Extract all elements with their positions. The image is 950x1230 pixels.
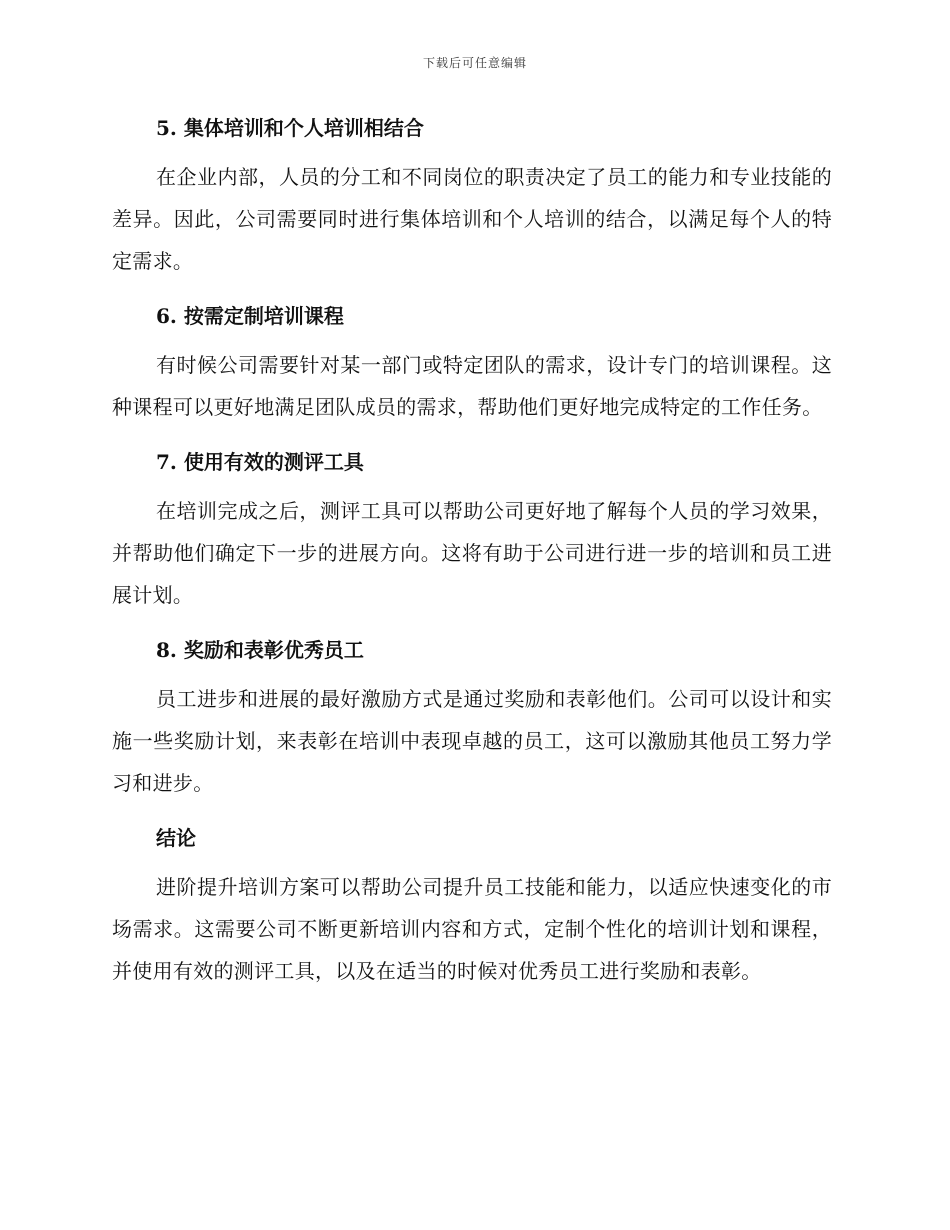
section-paragraph: 有时候公司需要针对某一部门或特定团队的需求，设计专门的培训课程。这种课程可以更好地满足团队成员的需求，帮助他们更好地完成特定的工作任务。: [112, 353, 832, 419]
page-header: 下载后可任意编辑: [422, 56, 527, 70]
section-conclusion: [112, 820, 832, 992]
section-8: [112, 632, 832, 804]
section-paragraph: 在培训完成之后，测评工具可以帮助公司更好地了解每个人员的学习效果，并帮助他们确定下一步的进展方向。这将有助于公司进行进一步的培训和员工进展计划。: [112, 499, 832, 607]
section-heading: 7. 使用有效的测评工具: [156, 450, 364, 474]
conclusion-paragraph: 进阶提升培训方案可以帮助公司提升员工技能和能力，以适应快速变化的市场需求。这需要公司不断更新培训内容和方式，定制个性化的培训计划和课程，并使用有效的测评工具，以及在适当的时候对优秀员工进行奖励和表彰。: [112, 875, 832, 983]
section-paragraph: 员工进步和进展的最好激励方式是通过奖励和表彰他们。公司可以设计和实施一些奖励计划，来表彰在培训中表现卓越的员工，这可以激励其他员工努力学习和进步。: [112, 687, 832, 795]
section-heading: 5. 集体培训和个人培训相结合: [156, 116, 424, 140]
section-7: [112, 444, 832, 616]
section-paragraph: 在企业内部，人员的分工和不同岗位的职责决定了员工的能力和专业技能的差异。因此，公司需要同时进行集体培训和个人培训的结合，以满足每个人的特定需求。: [112, 165, 832, 273]
conclusion-heading: 结论: [156, 826, 196, 850]
section-heading: 6. 按需定制培训课程: [156, 304, 344, 328]
section-heading: 8. 奖励和表彰优秀员工: [156, 638, 364, 662]
document-body: [112, 110, 832, 1008]
section-5: [112, 110, 832, 282]
section-6: [112, 298, 832, 428]
